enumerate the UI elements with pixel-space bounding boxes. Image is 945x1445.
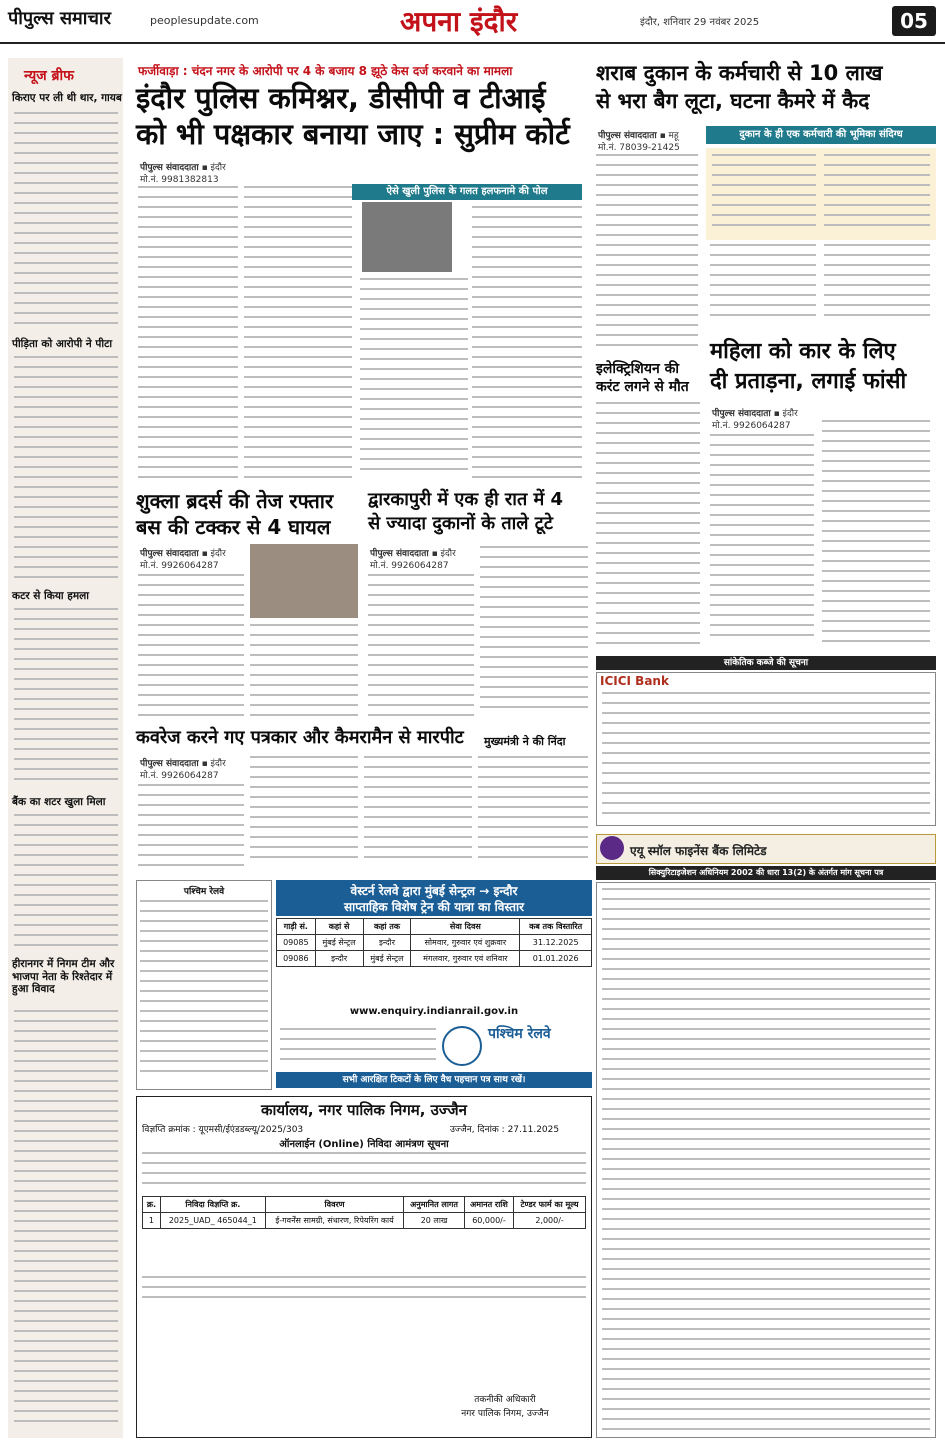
tender-cost: 20 लाख <box>404 1213 465 1229</box>
byline-city: महू <box>668 131 679 141</box>
woman-headline-line2: दी प्रताड़ना, लगाई फांसी <box>710 369 907 394</box>
railway-col-header: कब तक विस्तारित <box>520 919 592 935</box>
masthead: पीपुल्स समाचार <box>8 8 111 29</box>
railway-col-header: कहां तक <box>363 919 411 935</box>
railway-col-header: सेवा दिवस <box>411 919 520 935</box>
byline-name: पीपुल्स संवाददाता <box>370 549 429 559</box>
au-logo-icon <box>600 836 624 860</box>
liquor-mobile: मो.नं. 78039-21425 <box>598 143 680 153</box>
lead-byline: पीपुल्स संवाददाता ▪ इंदौर <box>140 163 226 173</box>
dwarka-headline-line2: से ज्यादा दुकानों के ताले टूटे <box>368 513 553 534</box>
wr-left-title: पश्चिम रेलवे <box>183 887 225 897</box>
brief-headline: बैंक का शटर खुला मिला <box>12 796 106 808</box>
woman-text <box>710 434 814 652</box>
train-from: इन्दौर <box>315 951 363 967</box>
tender-deposit: 60,000/- <box>464 1213 513 1229</box>
ujjain-ref: विज्ञप्ति क्रमांक : यूएमसी/ईएंडडब्ल्यू/2025/303 <box>142 1125 304 1135</box>
byline-name: पीपुल्स संवाददाता <box>140 549 199 559</box>
journalist-mobile: मो.नं. 9926064287 <box>140 771 219 781</box>
journalist-text <box>478 756 588 874</box>
lead-headline-line2: को भी पक्षकार बनाया जाए : सुप्रीम कोर्ट <box>136 117 570 151</box>
table-row <box>277 951 592 967</box>
liquor-text <box>596 154 698 354</box>
woman-mobile: मो.नं. 9926064287 <box>712 421 791 431</box>
electrician-headline-line1: इलेक्ट्रिशियन की <box>596 361 679 377</box>
brief-headline: कटर से किया हमला <box>12 590 90 602</box>
train-days: सोमवार, गुरुवार एवं शुक्रवार <box>411 935 520 951</box>
bus-accident-photo <box>250 544 358 618</box>
table-row <box>143 1213 586 1229</box>
ujjain-signatory-title: तकनीकी अधिकारी <box>474 1395 536 1405</box>
cm-headline: मुख्यमंत्री ने की निंदा <box>484 736 594 748</box>
journalist-text <box>250 756 358 874</box>
railway-footer: सभी आरक्षित टिकटों के लिए वैध पहचान पत्र साथ रखें। <box>276 1072 592 1088</box>
brief-headline: किराए पर ली थी थार, गायब <box>12 92 122 104</box>
railway-notes <box>280 1028 436 1068</box>
liquor-text <box>824 244 930 330</box>
ujjain-title: कार्यालय, नगर पालिक निगम, उज्जैन <box>261 1101 467 1119</box>
brief-text <box>14 112 118 332</box>
train-to: इन्दौर <box>363 935 411 951</box>
liquor-text <box>712 154 816 234</box>
brief-headline: पीड़िता को आरोपी ने पीटा <box>12 338 113 350</box>
byline-city: इंदौर <box>782 409 798 419</box>
icici-strip: सांकेतिक कब्जे की सूचना <box>596 656 936 670</box>
liquor-headline-line2: से भरा बैग लूटा, घटना कैमरे में कैद <box>596 89 870 113</box>
train-number: 09085 <box>277 935 316 951</box>
ujjain-date: उज्जैन, दिनांक : 27.11.2025 <box>450 1125 560 1135</box>
brief-text <box>14 1010 118 1430</box>
woman-byline: पीपुल्स संवाददाता ▪ इंदौर <box>712 409 798 419</box>
icici-logo: ICICI Bank <box>600 674 669 688</box>
page-number: 05 <box>892 6 936 36</box>
railway-title-line2: साप्ताहिक विशेष ट्रेन की यात्रा का विस्तार <box>344 900 524 914</box>
lead-text <box>138 186 238 486</box>
train-extended-till: 31.12.2025 <box>520 935 592 951</box>
lead-headline-line1: इंदौर पुलिस कमिश्नर, डीसीपी व टीआई <box>136 81 546 115</box>
liquor-text <box>824 154 930 234</box>
byline-name: पीपुल्स संवाददाता <box>712 409 771 419</box>
railway-col-header: कहां से <box>315 919 363 935</box>
byline-city: इंदौर <box>210 163 226 173</box>
lead-text <box>360 278 468 486</box>
tender-description: ई-गवर्नेंस सामग्री, संधारण, रिपेयरिंग कार्य <box>265 1213 404 1229</box>
dwarka-text <box>480 546 588 724</box>
train-to: मुंबई सेन्ट्रल <box>363 951 411 967</box>
electrician-text <box>596 402 700 652</box>
byline-city: इंदौर <box>210 759 226 769</box>
brief-headline: हीरानगर में निगम टीम और भाजपा नेता के रिश्तेदार में हुआ विवाद <box>12 958 115 996</box>
au-text <box>602 888 930 1434</box>
brief-text <box>14 356 118 586</box>
ujjain-col-header: अमानत राशि <box>464 1197 513 1213</box>
dwarka-text <box>368 574 474 724</box>
bus-text <box>138 574 244 724</box>
liquor-byline: पीपुल्स संवाददाता ▪ महू <box>598 131 679 141</box>
journalist-headline: कवरेज करने गए पत्रकार और कैमरामैन से मारपीट <box>136 727 464 748</box>
railway-title-line1: वेस्टर्न रेलवे द्वारा मुंबई सेन्ट्रल → इन्दौर <box>350 884 518 898</box>
ujjain-col-header: टेण्डर फार्म का मूल्य <box>514 1197 586 1213</box>
table-row <box>277 935 592 951</box>
train-days: मंगलवार, गुरुवार एवं शनिवार <box>411 951 520 967</box>
lead-mobile: मो.नं. 9981382813 <box>140 175 219 185</box>
bus-mobile: मो.नं. 9926064287 <box>140 561 219 571</box>
liquor-headline-line1: शराब दुकान के कर्मचारी से 10 लाख <box>596 61 883 85</box>
journalist-text <box>138 784 244 874</box>
news-brief-tag: न्यूज ब्रीफ <box>24 68 74 84</box>
railway-table <box>276 918 592 967</box>
lead-kicker: फर्जीवाड़ा : चंदन नगर के आरोपी पर 4 के बजाय 8 झूठे केस दर्ज करवाने का मामला <box>138 64 513 78</box>
bus-headline-line2: बस की टक्कर से 4 घायल <box>136 515 331 539</box>
site-url[interactable]: peoplesupdate.com <box>150 14 259 27</box>
ujjain-signatory-office: नगर पालिक निगम, उज्जैन <box>461 1409 549 1419</box>
ujjain-col-header: विवरण <box>265 1197 404 1213</box>
lead-text <box>472 206 582 486</box>
byline-city: इंदौर <box>210 549 226 559</box>
railway-website[interactable]: www.enquiry.indianrail.gov.in <box>349 1006 519 1017</box>
dwarka-byline: पीपुल्स संवाददाता ▪ इंदौर <box>370 549 456 559</box>
liquor-text <box>710 244 816 330</box>
ujjain-col-header: अनुमानित लागत <box>404 1197 465 1213</box>
ujjain-col-header: क्र. <box>143 1197 161 1213</box>
ujjain-table <box>142 1196 586 1229</box>
ujjain-col-header: निविदा विज्ञप्ति क्र. <box>160 1197 265 1213</box>
lead-strip: ऐसे खुली पुलिस के गलत हलफनामे की पोल <box>352 184 582 200</box>
au-bank-name: एयू स्मॉल फाइनेंस बैंक लिमिटेड <box>630 844 767 858</box>
ujjain-text <box>142 1276 586 1316</box>
icici-text <box>602 692 930 822</box>
wr-emblem-icon <box>442 1026 482 1066</box>
dwarka-mobile: मो.नं. 9926064287 <box>370 561 449 571</box>
tender-serial: 1 <box>143 1213 161 1229</box>
byline-city: इंदौर <box>440 549 456 559</box>
bus-headline-line1: शुक्ला ब्रदर्स की तेज रफ्तार <box>136 489 334 513</box>
tender-number: 2025_UAD_ 465044_1 <box>160 1213 265 1229</box>
wr-left-text <box>140 900 268 1086</box>
lead-text <box>244 186 352 486</box>
woman-headline-line1: महिला को कार के लिए <box>710 339 896 364</box>
ujjain-tender-title: ऑनलाईन (Online) निविदा आमंत्रण सूचना <box>279 1139 449 1150</box>
dwarka-headline-line1: द्वारकापुरी में एक ही रात में 4 <box>368 489 564 510</box>
bus-text <box>250 624 358 724</box>
train-extended-till: 01.01.2026 <box>520 951 592 967</box>
brief-text <box>14 608 118 788</box>
electrician-headline-line2: करंट लगने से मौत <box>596 379 689 395</box>
railway-col-header: गाड़ी सं. <box>277 919 316 935</box>
journalist-text <box>364 756 472 874</box>
byline-name: पीपुल्स संवाददाता <box>140 163 199 173</box>
brief-text <box>14 814 118 954</box>
gavel-photo <box>362 202 452 272</box>
dateline: इंदौर, शनिवार 29 नवंबर 2025 <box>640 17 760 28</box>
ujjain-text <box>142 1152 586 1192</box>
railway-brand: पश्चिम रेलवे <box>488 1026 551 1042</box>
train-from: मुंबई सेन्ट्रल <box>315 935 363 951</box>
woman-text <box>822 420 930 652</box>
section-title: अपना इंदौर <box>400 5 518 38</box>
train-number: 09086 <box>277 951 316 967</box>
byline-name: पीपुल्स संवाददाता <box>140 759 199 769</box>
bus-byline: पीपुल्स संवाददाता ▪ इंदौर <box>140 549 226 559</box>
au-strip: सिक्युरिटाइजेशन अधिनियम 2002 की धारा 13(2) के अंतर्गत मांग सूचना पत्र <box>596 866 936 880</box>
byline-name: पीपुल्स संवाददाता <box>598 131 657 141</box>
liquor-strip: दुकान के ही एक कर्मचारी की भूमिका संदिग्ध <box>706 126 936 144</box>
journalist-byline: पीपुल्स संवाददाता ▪ इंदौर <box>140 759 226 769</box>
tender-form-fee: 2,000/- <box>514 1213 586 1229</box>
